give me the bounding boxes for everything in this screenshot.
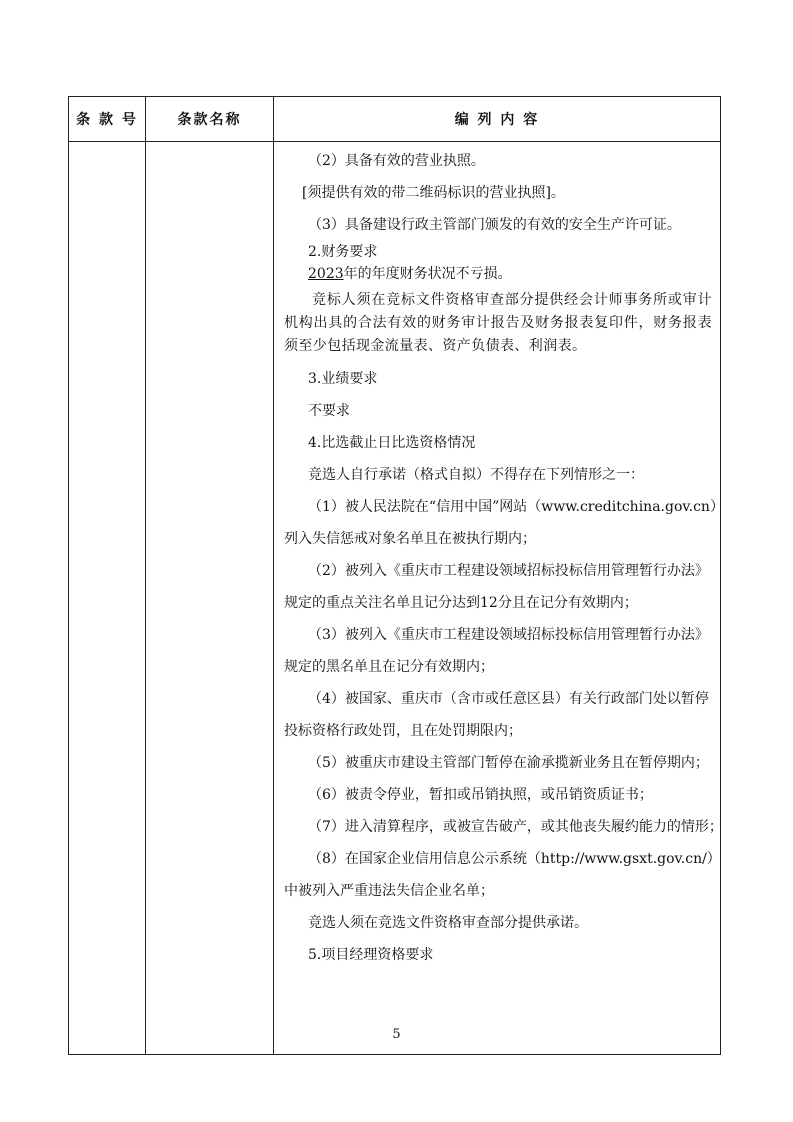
year-text: 年的年度财务状况不亏损。: [343, 266, 512, 282]
content-line: （3）具备建设行政主管部门颁发的有效的安全生产许可证。: [308, 217, 681, 233]
content-line: 列入失信惩戒对象名单且在被执行期内；: [284, 531, 536, 547]
content-line: 竞选人自行承诺（格式自拟）不得存在下列情形之一：: [308, 467, 644, 483]
content-line: （8）在国家企业信用信息公示系统（http://www.gsxt.gov.cn/）: [308, 851, 721, 867]
content-line: （5）被重庆市建设主管部门暂停在渝承揽新业务且在暂停期内；: [308, 755, 709, 771]
table-header-row: [69, 97, 721, 142]
content-line: （1）被人民法院在“信用中国”网站（www.creditchina.gov.cn）: [308, 499, 724, 515]
content-line: [284, 263, 712, 285]
section-heading: 3.业绩要求: [308, 371, 378, 387]
content-line: 中被列入严重违法失信企业名单；: [284, 883, 494, 899]
content-line: 规定的重点关注名单且记分达到12分且在记分有效期内；: [284, 595, 638, 611]
content-paragraph: 竞标人须在竞标文件资格审查部分提供经会计师事务所或审计机构出具的合法有效的财务审计报告及财务报表复印件，财务报表须至少包括现金流量表、资产负债表、利润表。: [284, 292, 712, 354]
content-line: 竞选人须在竞选文件资格审查部分提供承诺。: [308, 915, 588, 931]
content-block: [274, 142, 724, 971]
header-content: 编 列 内 容: [274, 97, 721, 142]
year-value: 2023: [308, 266, 344, 282]
content-line: 不要求: [308, 403, 350, 419]
content-line: 投标资格行政处罚，且在处罚期限内；: [284, 723, 522, 739]
content-line: （4）被国家、重庆市（含市或任意区县）有关行政部门处以暂停: [308, 691, 709, 707]
section-heading: 4.比选截止日比选资格情况: [308, 435, 476, 451]
content-line: （3）被列入《重庆市工程建设领域招标投标信用管理暂行办法》: [308, 627, 709, 643]
content-line: （2）被列入《重庆市工程建设领域招标投标信用管理暂行办法》: [308, 563, 709, 579]
content-line: （7）进入清算程序，或被宣告破产，或其他丧失履约能力的情形；: [308, 819, 723, 835]
clause-table: [68, 96, 724, 1055]
content-line: （2）具备有效的营业执照。: [308, 153, 485, 169]
section-heading: 5.项目经理资格要求: [308, 947, 434, 963]
page-number: 5: [392, 1027, 401, 1042]
content-line: [须提供有效的带二维码标识的营业执照]。: [302, 185, 565, 201]
cell-content: [274, 142, 724, 1055]
content-line: （6）被责令停业，暂扣或吊销执照，或吊销资质证书；: [308, 787, 653, 803]
header-clause-name: 条款名称: [146, 97, 274, 142]
cell-clause-name: [146, 142, 274, 1055]
cell-clause-number: [69, 142, 146, 1055]
table-row: [69, 142, 721, 1055]
content-line: 规定的黑名单且在记分有效期内；: [284, 659, 494, 675]
header-clause-number: 条 款 号: [69, 97, 146, 142]
section-heading: 2.财务要求: [308, 244, 378, 260]
